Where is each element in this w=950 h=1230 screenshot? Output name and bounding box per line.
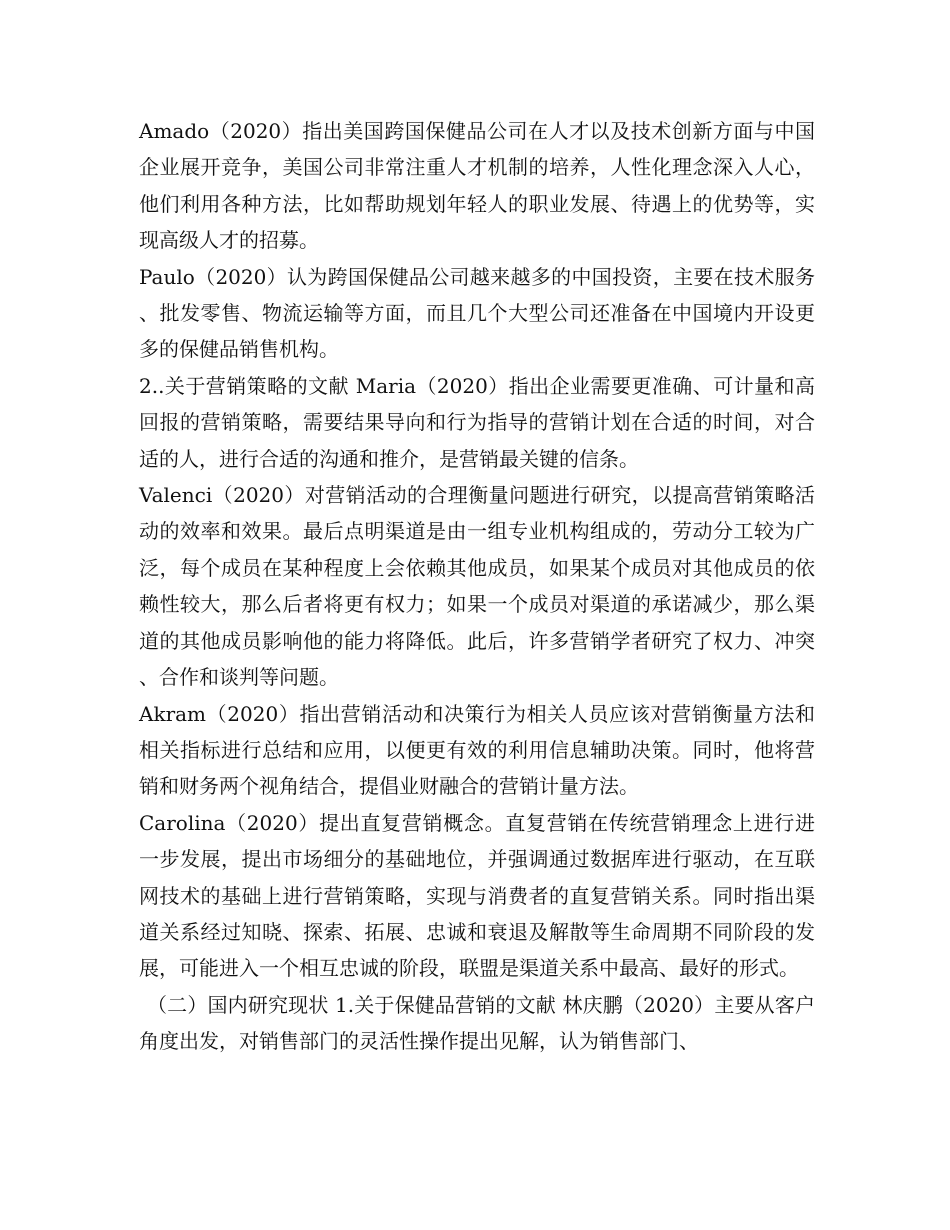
paragraph-domestic-research: （二）国内研究现状 1.关于保健品营销的文献 林庆鹏（2020）主要从客户角度出发，对销售部门的灵活性操作提出见解，认为销售部门、 <box>139 992 815 1054</box>
document-body <box>139 113 815 1060</box>
paragraph-akram: Akram（2020）指出营销活动和决策行为相关人员应该对营销衡量方法和相关指标进行总结和应用，以便更有效的利用信息辅助决策。同时，他将营销和财务两个视角结合，提倡业财融合的营销计量方法。 <box>139 701 815 799</box>
paragraph-valenci: Valenci（2020）对营销活动的合理衡量问题进行研究，以提高营销策略活动的效率和效果。最后点明渠道是由一组专业机构组成的，劳动分工较为广泛，每个成员在某种程度上会依赖其他成员，如果某个成员对其他成员的依赖性较大，那么后者将更有权力；如果一个成员对渠道的承诺减少，那么渠道的其他成员影响他的能力将降低。此后，许多营销学者研究了权力、冲突、合作和谈判等问题。 <box>139 483 815 690</box>
paragraph-amado: Amado（2020）指出美国跨国保健品公司在人才以及技术创新方面与中国企业展开竞争，美国公司非常注重人才机制的培养，人性化理念深入人心，他们利用各种方法，比如帮助规划年轻人的职业发展、待遇上的优势等，实现高级人才的招募。 <box>139 119 815 253</box>
paragraph-carolina: Carolina（2020）提出直复营销概念。直复营销在传统营销理念上进行进一步发展，提出市场细分的基础地位，并强调通过数据库进行驱动，在互联网技术的基础上进行营销策略，实现与消费者的直复营销关系。同时指出渠道关系经过知晓、探索、拓展、忠诚和衰退及解散等生命周期不同阶段的发展，可能进入一个相互忠诚的阶段，联盟是渠道关系中最高、最好的形式。 <box>139 810 815 981</box>
paragraph-paulo: Paulo（2020）认为跨国保健品公司越来越多的中国投资，主要在技术服务、批发零售、物流运输等方面，而且几个大型公司还准备在中国境内开设更多的保健品销售机构。 <box>139 264 815 362</box>
paragraph-maria: 2..关于营销策略的文献 Maria（2020）指出企业需要更准确、可计量和高回报的营销策略，需要结果导向和行为指导的营销计划在合适的时间，对合适的人，进行合适的沟通和推介，是营销最关键的信条。 <box>139 373 815 471</box>
